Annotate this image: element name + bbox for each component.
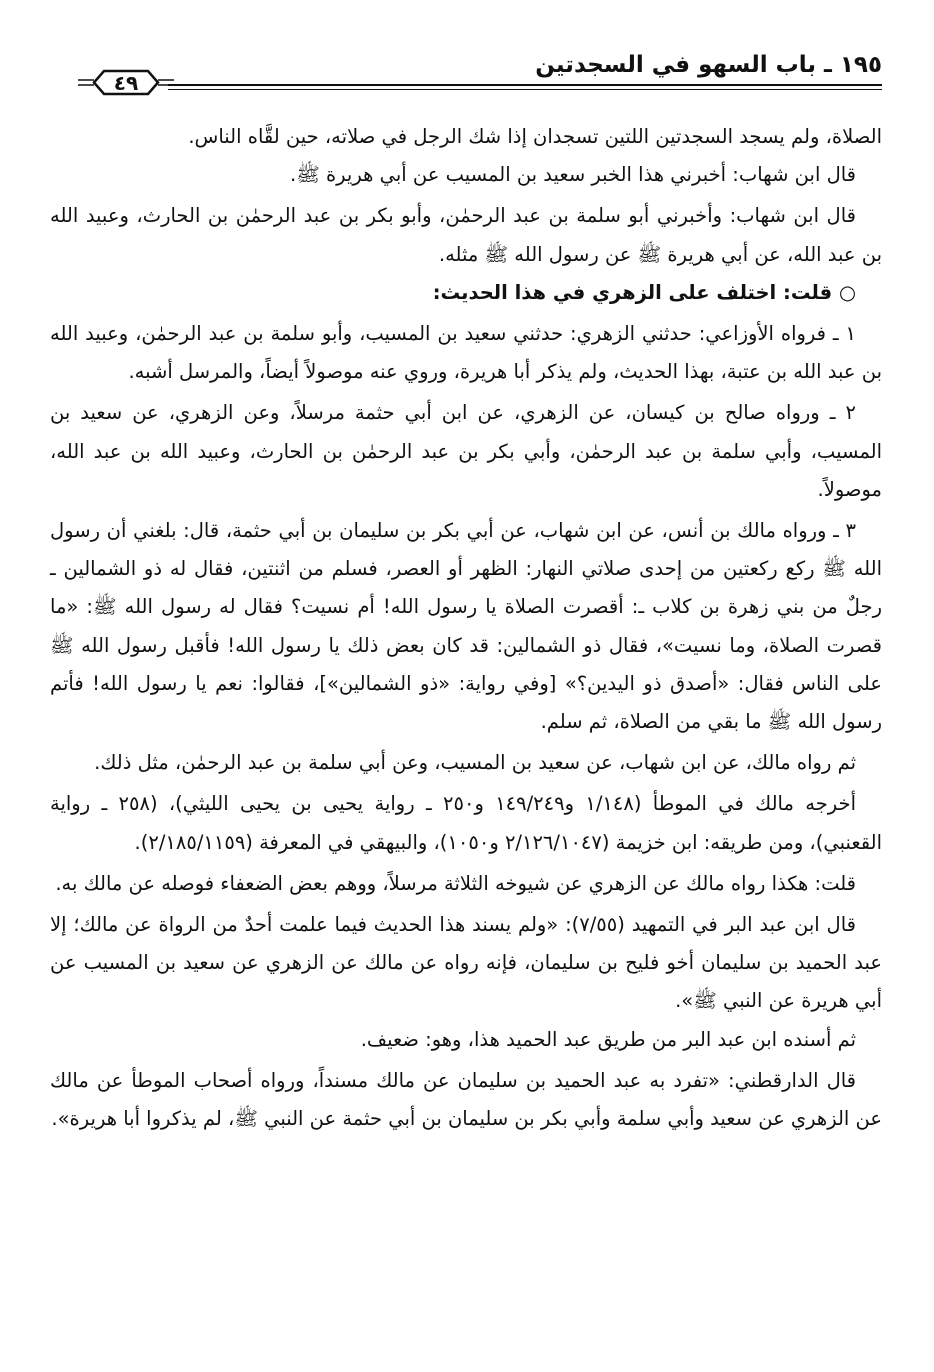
paragraph: قال ابن شهاب: وأخبرني أبو سلمة بن عبد الرحمٰن، وأبو بكر بن عبد الرحمٰن بن الحارث، وعبيد الله بن عبد الله، عن أبي هريرة ﷺ عن رسول الله ﷺ مثله. bbox=[50, 204, 882, 266]
paragraph-heading: ○ قلت: اختلف على الزهري في هذا الحديث: bbox=[432, 280, 856, 304]
chapter-title: ١٩٥ ـ باب السهو في السجدتين bbox=[535, 52, 882, 78]
paragraph: ثم رواه مالك، عن ابن شهاب، عن سعيد بن المسيب، وعن أبي سلمة بن عبد الرحمٰن، مثل ذلك. bbox=[94, 751, 856, 775]
paragraph: قال الدارقطني: «تفرد به عبد الحميد بن سليمان عن مالك مسنداً، ورواه أصحاب الموطأ عن مالك عن الزهري عن سعيد وأبي سلمة وأبي بكر بن سليمان بن أبي حثمة عن النبي ﷺ، لم يذكروا أبا هريرة». bbox=[50, 1068, 882, 1131]
paragraph: قال ابن شهاب: أخبرني هذا الخبر سعيد بن المسيب عن أبي هريرة ﷺ. bbox=[290, 163, 856, 187]
paragraph: قلت: هكذا رواه مالك عن الزهري عن شيوخه الثلاثة مرسلاً، ووهم بعض الضعفاء فوصله عن مالك به. bbox=[55, 871, 856, 895]
paragraph: قال ابن عبد البر في التمهيد (٧/٥٥): «ولم يسند هذا الحديث فيما علمت أحدٌ من الرواة عن مالك؛ إلا عبد الحميد بن سليمان أخو فليح بن سليمان، فإنه رواه عن مالك عن الزهري عن سعيد بن المسيب عن أبي هريرة عن النبي ﷺ». bbox=[50, 913, 882, 1013]
page-header bbox=[78, 52, 882, 98]
paragraph: أخرجه مالك في الموطأ (١/١٤٨ و١٤٩/٢٤٩ و٢٥٠ ـ رواية يحيى بن يحيى الليثي)، (٢٥٨ ـ رواية القعنبي)، ومن طريقه: ابن خزيمة (٢/١٢٦/١٠٤٧ و١٠٥٠)، والبيهقي في المعرفة (٢/١٨٥/١١٥٩). bbox=[50, 792, 882, 854]
header-rule bbox=[168, 84, 882, 90]
paragraph: ١ ـ فرواه الأوزاعي: حدثني الزهري: حدثني سعيد بن المسيب، وأبو سلمة بن عبد الرحمٰن، وعبيد الله بن عبد الله بن عتبة، بهذا الحديث، ولم يذكر أبا هريرة، وروي عنه موصولاً أيضاً، والمرسل أشبه. bbox=[50, 322, 882, 384]
paragraph: ثم أسنده ابن عبد البر من طريق عبد الحميد هذا، وهو: ضعيف. bbox=[360, 1027, 856, 1051]
paragraph: ٢ ـ ورواه صالح بن كيسان، عن الزهري، عن ابن أبي حثمة مرسلاً، وعن الزهري، عن سعيد بن المسيب، وأبي سلمة بن عبد الرحمٰن، وأبي بكر بن عبد الرحمٰن بن الحارث، وعبيد الله بن عبد الله، موصولاً. bbox=[50, 401, 882, 501]
body-text bbox=[50, 118, 882, 1138]
page-number-frame bbox=[78, 68, 174, 98]
page-number: ٤٩ bbox=[113, 71, 139, 95]
paragraph: ٣ ـ ورواه مالك بن أنس، عن ابن شهاب، عن أبي بكر بن سليمان بن أبي حثمة، قال: بلغني أن رسول الله ﷺ ركع ركعتين من إحدى صلاتي النهار: الظهر أو العصر، فسلم من اثنتين، فقال له ذو الشمالين ـ رجلٌ من بني زهرة بن كلاب ـ: أقصرت الصلاة يا رسول الله! أم نسيت؟ فقال له رسول الله ﷺ: «ما قصرت الصلاة، وما نسيت»، فقال ذو الشمالين: قد كان بعض ذلك يا رسول الله! فأقبل رسول الله ﷺ على الناس فقال: «أصدق ذو اليدين؟» [وفي رواية: «ذو الشمالين»]، فقالوا: نعم يا رسول الله! فأتم رسول الله ﷺ ما بقي من الصلاة، ثم سلم. bbox=[50, 519, 882, 734]
paragraph: الصلاة، ولم يسجد السجدتين اللتين تسجدان إذا شك الرجل في صلاته، حين لقَّاه الناس. bbox=[188, 125, 882, 148]
